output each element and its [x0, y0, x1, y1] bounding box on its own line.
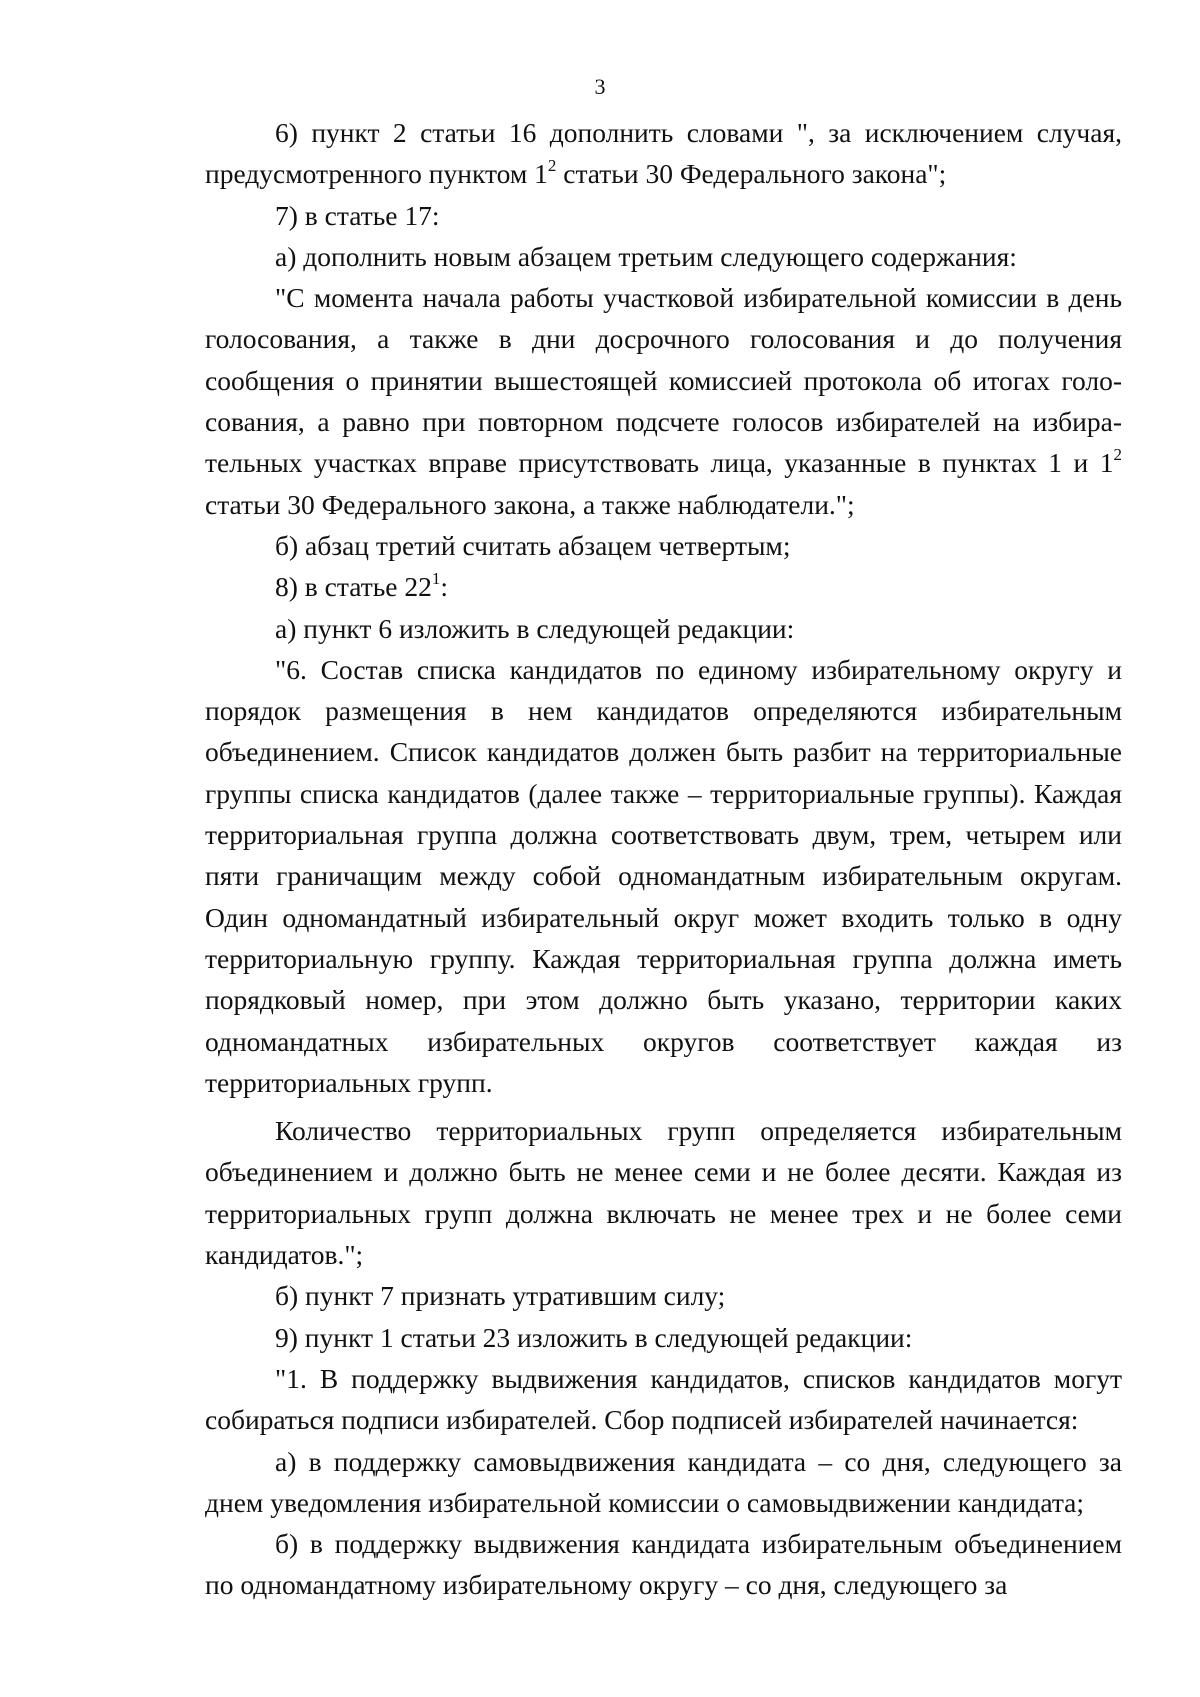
- paragraph-item-7: [205, 195, 1122, 236]
- paragraph-text: б) пункт 7 признать утратившим силу;: [275, 1280, 726, 1312]
- paragraph-text: 8) в статье 22: [275, 571, 432, 603]
- paragraph-text: статьи 30 Федерального закона";: [556, 158, 947, 190]
- document-body: [205, 112, 1122, 1606]
- paragraph-item-6: [205, 112, 1122, 195]
- paragraph-text: 7) в статье 17:: [275, 199, 440, 231]
- paragraph-text: "С момента начала работы участковой избирательной комиссии в день голосования, а также в дни досрочного голосования и до получения сообщения о принятии вышестоящей комиссией протокола об итогах голосования, а равно при повторном подсчете голосов избирателей на избирательных участках вправе присутствовать лица, указанные в пунктах 1 и 1: [205, 282, 1122, 479]
- quoted-amendment-text: [205, 277, 1122, 525]
- superscript: 1: [431, 569, 441, 589]
- paragraph-text: а) дополнить новым абзацем третьим следующего содержания:: [275, 240, 1017, 272]
- quoted-amendment-text: [205, 649, 1122, 1103]
- paragraph-subitem-b: [205, 1523, 1122, 1606]
- superscript: 2: [547, 156, 557, 176]
- quoted-amendment-text: [205, 1110, 1122, 1275]
- paragraph-text: статьи 30 Федерального закона, а также наблюдатели.";: [205, 488, 855, 520]
- paragraph-text: б) абзац третий считать абзацем четвертым;: [275, 529, 791, 561]
- paragraph-text: 6) пункт 2 статьи 16 дополнить словами ", за исключением случая, предусмотренного пунктом 1: [205, 117, 1122, 190]
- paragraph-item-9: [205, 1317, 1122, 1358]
- paragraph-subitem-b: [205, 1275, 1122, 1316]
- page-number: 3: [594, 74, 606, 99]
- paragraph-text: "6. Состав списка кандидатов по единому избирательному округу и порядок размещения в нем кандидатов определяются избирательным объединением. Список кандидатов должен быть разбит на территориальные группы списка кандидатов (далее также – территориальные группы). Каждая территориальная группа должна соответствовать двум, трем, четырем или пяти граничащим между собой одномандатным избирательным округам. Один одномандатный избирательный округ может входить только в одну территориальную группу. Каждая территориальная группа должна иметь порядковый номер, при этом должно быть указано, территории каких одномандатных избирательных округов соответствует каждая из территориальных групп.: [205, 653, 1122, 1098]
- paragraph-text: 9) пункт 1 статьи 23 изложить в следующей редакции:: [275, 1321, 913, 1353]
- paragraph-subitem-a: [205, 1441, 1122, 1524]
- paragraph-text: :: [440, 571, 448, 603]
- superscript: 2: [1113, 445, 1122, 465]
- paragraph-subitem-b: [205, 525, 1122, 566]
- paragraph-item-8: [205, 566, 1122, 607]
- paragraph-text: а) пункт 6 изложить в следующей редакции:: [275, 612, 795, 644]
- paragraph-text: "1. В поддержку выдвижения кандидатов, списков кандидатов могут собираться подписи избирателей. Сбор подписей избирателей начинается:: [205, 1362, 1122, 1436]
- paragraph-text: а) в поддержку самовыдвижения кандидата – со дня, следующего за днем уведомления избирательной комиссии о самовыдвижении кандидата;: [205, 1445, 1122, 1518]
- quoted-amendment-text: [205, 1358, 1122, 1441]
- paragraph-text: Количество территориальных групп определяется избирательным объединением и должно быть не менее семи и не более десяти. Каждая из территориальных групп должна включать не менее трех и не более семи кандидатов.";: [205, 1115, 1122, 1271]
- paragraph-text: б) в поддержку выдвижения кандидата избирательным объединением по одномандатному избирательному округу – со дня, следующего за: [205, 1528, 1122, 1601]
- paragraph-subitem-a: [205, 608, 1122, 649]
- paragraph-subitem-a: [205, 236, 1122, 277]
